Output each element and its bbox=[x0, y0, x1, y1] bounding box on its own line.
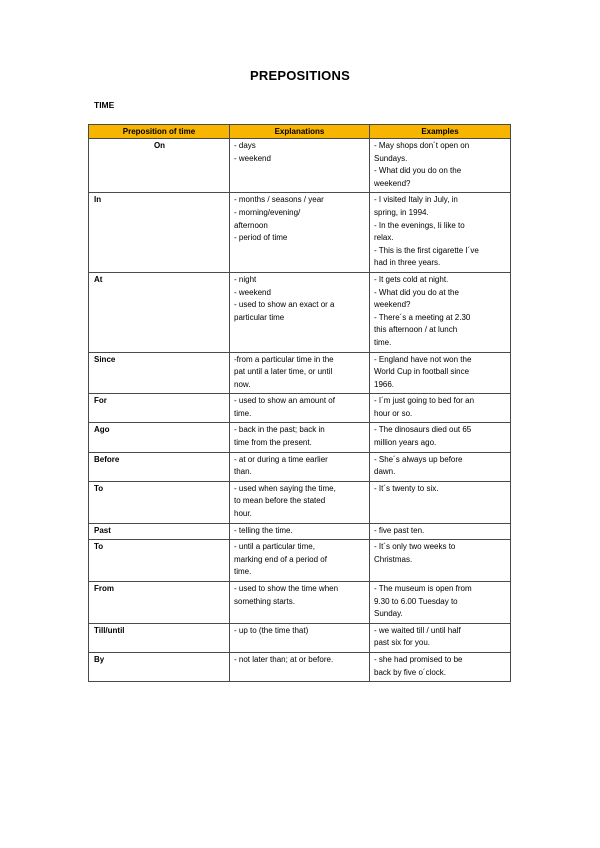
explanation-line: - used to show an amount of bbox=[234, 396, 335, 406]
table-row bbox=[89, 652, 511, 681]
example-line: - five past ten. bbox=[374, 525, 425, 535]
explanation-line: marking end of a period of bbox=[234, 554, 327, 564]
explanation-line: hour. bbox=[234, 509, 252, 519]
example-line: back by five o´clock. bbox=[374, 667, 447, 677]
example-line: past six for you. bbox=[374, 638, 431, 648]
cell-examples bbox=[370, 540, 511, 582]
example-line: - It gets cold at night. bbox=[374, 274, 449, 284]
example-line: Sundays. bbox=[374, 153, 408, 163]
example-line: hour or so. bbox=[374, 408, 413, 418]
cell-examples bbox=[370, 423, 511, 452]
cell-preposition: Till/until bbox=[89, 623, 230, 652]
example-line: - The dinosaurs died out 65 bbox=[374, 425, 472, 435]
cell-explanations bbox=[230, 352, 370, 394]
section-heading: TIME bbox=[94, 100, 115, 110]
cell-explanations bbox=[230, 652, 370, 681]
explanation-line: - back in the past; back in bbox=[234, 425, 325, 435]
cell-preposition: Since bbox=[89, 352, 230, 394]
cell-examples bbox=[370, 452, 511, 481]
example-line: weekend? bbox=[374, 178, 411, 188]
cell-explanations bbox=[230, 394, 370, 423]
explanation-line: - not later than; at or before. bbox=[234, 654, 334, 664]
example-line: - In the evenings, Ii like to bbox=[374, 220, 465, 230]
example-line: - What did you do on the bbox=[374, 166, 462, 176]
cell-explanations bbox=[230, 623, 370, 652]
example-line: - May shops don´t open on bbox=[374, 141, 470, 150]
table-row bbox=[89, 352, 511, 394]
example-line: - It´s only two weeks to bbox=[374, 542, 456, 552]
explanation-line: -from a particular time in the bbox=[234, 354, 334, 364]
table-header-row bbox=[89, 125, 511, 139]
column-header-explanations: Explanations bbox=[230, 125, 370, 139]
example-line: 1966. bbox=[374, 379, 395, 389]
cell-preposition: To bbox=[89, 540, 230, 582]
example-line: - I visited Italy in July, in bbox=[374, 195, 458, 205]
cell-explanations bbox=[230, 481, 370, 523]
example-line: relax. bbox=[374, 233, 394, 243]
explanation-line: pat until a later time, or until bbox=[234, 367, 333, 377]
cell-preposition: Ago bbox=[89, 423, 230, 452]
cell-explanations bbox=[230, 540, 370, 582]
cell-examples bbox=[370, 193, 511, 273]
explanation-line: afternoon bbox=[234, 220, 268, 230]
example-line: World Cup in football since bbox=[374, 367, 470, 377]
explanation-line: now. bbox=[234, 379, 251, 389]
example-line: - I´m just going to bed for an bbox=[374, 396, 475, 406]
cell-examples bbox=[370, 652, 511, 681]
cell-preposition: For bbox=[89, 394, 230, 423]
example-line: - She´s always up before bbox=[374, 454, 463, 464]
cell-explanations bbox=[230, 139, 370, 193]
example-line: Christmas. bbox=[374, 554, 413, 564]
cell-preposition: At bbox=[89, 272, 230, 352]
cell-preposition: From bbox=[89, 582, 230, 624]
table-row bbox=[89, 623, 511, 652]
example-line: million years ago. bbox=[374, 438, 437, 448]
example-line: this afternoon / at lunch bbox=[374, 325, 458, 335]
example-line: - This is the first cigarette I´ve bbox=[374, 245, 479, 255]
cell-explanations bbox=[230, 272, 370, 352]
page-title: PREPOSITIONS bbox=[250, 68, 350, 83]
example-line: spring, in 1994. bbox=[374, 207, 429, 217]
explanation-line: time from the present. bbox=[234, 438, 312, 448]
table-row bbox=[89, 272, 511, 352]
column-header-preposition: Preposition of time bbox=[89, 125, 230, 139]
example-line: - There´s a meeting at 2.30 bbox=[374, 312, 471, 322]
cell-examples bbox=[370, 139, 511, 193]
example-line: - The museum is open from bbox=[374, 584, 472, 593]
cell-examples bbox=[370, 394, 511, 423]
cell-preposition: Past bbox=[89, 523, 230, 540]
explanation-line: - used to show the time when bbox=[234, 584, 339, 593]
table-row bbox=[89, 423, 511, 452]
cell-explanations bbox=[230, 423, 370, 452]
explanation-line: - used when saying the time, bbox=[234, 483, 336, 493]
example-line: - she had promised to be bbox=[374, 654, 463, 664]
example-line: weekend? bbox=[374, 300, 411, 310]
explanation-line: particular time bbox=[234, 312, 285, 322]
explanation-line: - up to (the time that) bbox=[234, 625, 309, 635]
explanation-line: something starts. bbox=[234, 596, 295, 606]
explanation-line: - days bbox=[234, 141, 256, 150]
cell-explanations bbox=[230, 523, 370, 540]
table-body bbox=[89, 139, 511, 682]
explanation-line: - at or during a time earlier bbox=[234, 454, 328, 464]
example-line: time. bbox=[374, 337, 392, 347]
cell-preposition: On bbox=[89, 139, 230, 193]
explanation-line: - night bbox=[234, 274, 257, 284]
table-row bbox=[89, 193, 511, 273]
table-row bbox=[89, 540, 511, 582]
cell-preposition: In bbox=[89, 193, 230, 273]
example-line: - England have not won the bbox=[374, 354, 472, 364]
cell-examples bbox=[370, 523, 511, 540]
explanation-line: - morning/evening/ bbox=[234, 207, 301, 217]
cell-examples bbox=[370, 481, 511, 523]
explanation-line: - weekend bbox=[234, 287, 271, 297]
explanation-line: - period of time bbox=[234, 233, 288, 243]
table-row bbox=[89, 523, 511, 540]
example-line: Sunday. bbox=[374, 609, 403, 619]
explanation-line: - weekend bbox=[234, 153, 271, 163]
column-header-examples: Examples bbox=[370, 125, 511, 139]
explanation-line: than. bbox=[234, 467, 252, 477]
cell-preposition: To bbox=[89, 481, 230, 523]
explanation-line: - telling the time. bbox=[234, 525, 293, 535]
example-line: had in three years. bbox=[374, 258, 441, 268]
example-line: - we waited till / until half bbox=[374, 625, 461, 635]
explanation-line: time. bbox=[234, 408, 252, 418]
cell-examples bbox=[370, 623, 511, 652]
prepositions-table bbox=[88, 124, 511, 682]
cell-examples bbox=[370, 582, 511, 624]
explanation-line: - months / seasons / year bbox=[234, 195, 324, 205]
cell-explanations bbox=[230, 452, 370, 481]
cell-explanations bbox=[230, 193, 370, 273]
explanation-line: to mean before the stated bbox=[234, 496, 326, 506]
cell-explanations bbox=[230, 582, 370, 624]
cell-preposition: Before bbox=[89, 452, 230, 481]
table-row bbox=[89, 582, 511, 624]
explanation-line: - used to show an exact or a bbox=[234, 300, 335, 310]
example-line: 9.30 to 6.00 Tuesday to bbox=[374, 596, 458, 606]
explanation-line: time. bbox=[234, 567, 252, 577]
example-line: - What did you do at the bbox=[374, 287, 459, 297]
table-row bbox=[89, 452, 511, 481]
example-line: - It´s twenty to six. bbox=[374, 483, 439, 493]
example-line: dawn. bbox=[374, 467, 396, 477]
table-row bbox=[89, 481, 511, 523]
explanation-line: - until a particular time, bbox=[234, 542, 315, 552]
cell-examples bbox=[370, 352, 511, 394]
table-row bbox=[89, 394, 511, 423]
cell-examples bbox=[370, 272, 511, 352]
cell-preposition: By bbox=[89, 652, 230, 681]
table-row bbox=[89, 139, 511, 193]
